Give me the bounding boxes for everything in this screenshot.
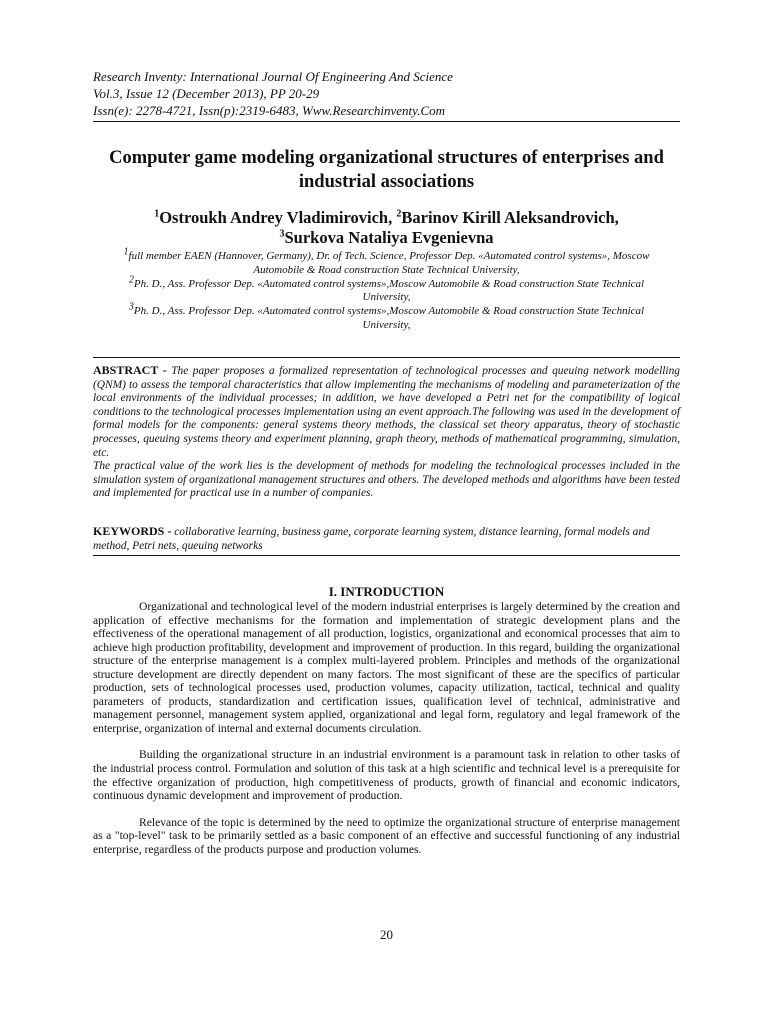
paper-title: Computer game modeling organizational structures of enterprises and industrial associations xyxy=(109,148,664,192)
body-paragraph: Relevance of the topic is determined by the need to optimize the organizational structure of enterprise management as a "top-level" task to be primarily settled as a basic component of an effective and successful functioning of any industrial enterprise, regardless of the products purpose and production volumes. xyxy=(93,815,680,856)
abstract-text-1: The paper proposes a formalized representation of technological processes and queuing network modelling (QNM) to assess the temporal characteristics that allow implementing the mechanisms of modeling and parameterization of the local environments of the individual processes; in addition, we have developed a Petri net for the compatibility of logical conditions to the technological processes implementation using an event approach.The following was used in the development of formal models for the components: general systems theory methods, the classical set theory apparatus, theory of stochastic processes, queuing systems theory and experiment planning, graph theory, methods of mathematical programming, simulation, etc. xyxy=(93,365,680,459)
section-heading: I. INTRODUCTION xyxy=(328,584,445,599)
introduction-body xyxy=(93,600,680,869)
author-2-superscript: 2 xyxy=(396,208,402,220)
author-1-superscript: 1 xyxy=(154,208,160,220)
keywords-text: collaborative learning, business game, corporate learning system, distance learning, formal models and method, Petri nets, queuing networks xyxy=(93,526,650,552)
abstract-paragraph-2: The practical value of the work lies is the development of methods for modeling the technological processes included in the simulation system of organizational management structures and others. The developed methods and algorithms have been tested and implemented for practical use in a number of companies. xyxy=(93,460,680,500)
page-number: 20 xyxy=(380,927,393,942)
keywords-bottom-rule xyxy=(93,555,680,556)
header-rule xyxy=(93,121,680,122)
affiliation-3 xyxy=(93,301,680,332)
journal-header xyxy=(93,68,680,119)
abstract-paragraph-1 xyxy=(93,364,680,460)
journal-volume: Vol.3, Issue 12 (December 2013), PP 20-29 xyxy=(93,86,320,101)
affiliation-3-text: Ph. D., Ass. Professor Dep. «Automated control systems»,Moscow Automobile & Road construction State Technical University, xyxy=(133,305,645,331)
affiliation-2 xyxy=(93,274,680,305)
author-3-superscript: 3 xyxy=(279,228,285,240)
affiliation-2-text: Ph. D., Ass. Professor Dep. «Automated control systems»,Moscow Automobile & Road construction State Technical University, xyxy=(133,277,645,304)
affiliation-3-superscript: 3 xyxy=(128,301,134,313)
body-paragraph: Building the organizational structure in an industrial environment is a paramount task in relation to other tasks of the industrial process control. Formulation and solution of this task at a high scientific and technical level is a prerequisite for the effective organization of production, high competitiveness of products, growth of financial and economic indicators, continuous dynamic development and improvement of production. xyxy=(93,748,680,803)
author-1-name: Ostroukh Andrey Vladimirovich, xyxy=(159,208,393,227)
abstract xyxy=(93,364,680,501)
affiliation-1 xyxy=(93,246,680,277)
keywords xyxy=(93,525,680,553)
author-list xyxy=(93,208,680,248)
affiliation-1-text: full member EAEN (Hannover, Germany), Dr. of Tech. Science, Professor Dep. «Automated control systems», Moscow Automobile & Road construction State Technical University, xyxy=(128,250,650,276)
keywords-label: KEYWORDS - xyxy=(93,524,172,538)
abstract-label: ABSTRACT - xyxy=(93,363,167,377)
body-paragraph: Organizational and technological level of the modern industrial enterprises is largely determined by the creation and application of effective mechanisms for the formation and implementation of strategic development plans and the effectiveness of the operational management of all production, logistics, organizational and economical processes that aim to achieve high production profitability, development and improvement of production. In this regard, building the organizational structure of the enterprise management is a complex multi-layered problem. Principles and methods of the organizational structure development are directly dependent on many factors. The most significant of these are the specifics of particular production, sets of technological processes used, production volumes, capacity utilization, tactical, technical and quality parameters of products, standardization and certification issues, qualification level of technical, administrative and management personnel, management system applied, organizational and legal form, regulatory and legal framework of the enterprise, organization of internal and external documents circulation. xyxy=(93,600,680,735)
affiliation-list xyxy=(93,246,680,333)
affiliation-1-superscript: 1 xyxy=(123,246,129,258)
author-2-name: Barinov Kirill Aleksandrovich, xyxy=(401,208,619,227)
journal-name: Research Inventy: International Journal Of Engineering And Science xyxy=(93,69,453,84)
journal-issn: Issn(e): 2278-4721, Issn(p):2319-6483, Www.Researchinventy.Com xyxy=(93,103,446,118)
affiliation-2-superscript: 2 xyxy=(128,274,134,286)
author-3-name: Surkova Nataliya Evgenievna xyxy=(284,228,494,247)
abstract-top-rule xyxy=(93,357,680,358)
